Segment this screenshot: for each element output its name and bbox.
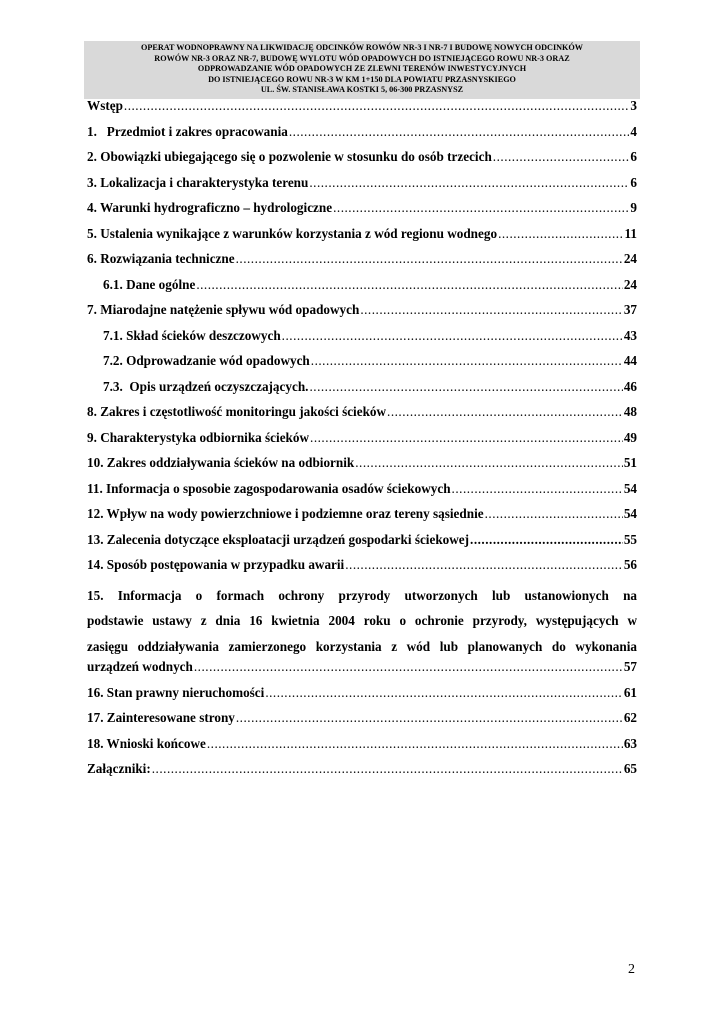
toc-entry-18[interactable]: 18. Wnioski końcowe ..... 63 [87,736,637,762]
toc-entry-1[interactable]: 1. Przedmiot i zakres opracowania ..... 4 [87,124,637,150]
toc-entry-14[interactable]: 14. Sposób postępowania w przypadku awarii ..... 56 [87,557,637,583]
toc-entry-7[interactable]: 7. Miarodajne natężenie spływu wód opadowych ..... 37 [87,302,637,328]
header-line: ROWÓW NR-3 ORAZ NR-7, BUDOWĘ WYLOTU WÓD OPADOWYCH DO ISTNIEJĄCEGO ROWU NR-3 ORAZ [154,53,570,63]
toc-entry-9[interactable]: 9. Charakterystyka odbiornika ścieków ..... 49 [87,430,637,456]
toc-entry-wstep[interactable]: Wstęp ..... 3 [87,98,637,124]
header-line: OPERAT WODNOPRAWNY NA LIKWIDACJĘ ODCINKÓW ROWÓW NR-3 I NR-7 I BUDOWĘ NOWYCH ODCINKÓW [140,43,583,52]
toc-entry-15-line: 15. Informacja o formach ochrony przyrody utworzonych lub ustanowionych na [87,587,637,603]
toc-entry-7-3[interactable]: 7.3. Opis urządzeń oczyszczających. ..... 46 [87,379,637,405]
header-line: DO ISTNIEJĄCEGO ROWU NR-3 W KM 1+150 DLA POWIATU PRZASNYSKIEGO [208,74,516,84]
toc-entry-7-1[interactable]: 7.1. Skład ścieków deszczowych ..... 43 [87,328,637,354]
toc-entry-16[interactable]: 16. Stan prawny nieruchomości ..... 61 [87,685,637,711]
toc-entry-4[interactable]: 4. Warunki hydrograficzno – hydrologiczne ..... 9 [87,200,637,226]
toc-entry-15-line: podstawie ustawy z dnia 16 kwietnia 2004 roku o ochronie przyrody, występujących w [87,613,637,628]
toc-entry-8[interactable]: 8. Zakres i częstotliwość monitoringu jakości ścieków ..... 48 [87,404,637,430]
toc-entry-13[interactable]: 13. Zalecenia dotyczące eksploatacji urządzeń gospodarki ściekowej ..... 55 [87,532,637,558]
toc-entry-2[interactable]: 2. Obowiązki ubiegającego się o pozwolenie w stosunku do osób trzecich ..... 6 [87,149,637,175]
toc-entry-12[interactable]: 12. Wpływ na wody powierzchniowe i podziemne oraz tereny sąsiednie ..... 54 [87,506,637,532]
toc-entry-6[interactable]: 6. Rozwiązania techniczne ..... 24 [87,251,637,277]
document-header [84,41,640,99]
header-line: ODPROWADZANIE WÓD OPADOWYCH ZE ZLEWNI TERENÓW INWESTYCYJNYCH [197,64,527,73]
toc-entry-15-line: zasięgu oddziaływania zamierzonego korzystania z wód lub planowanych do wykonania [87,638,637,654]
toc-entry-15[interactable] [87,583,637,660]
header-line: UL. ŚW. STANISŁAWA KOSTKI 5, 06-300 PRZASNYSZ [260,85,464,94]
toc-entry-10[interactable]: 10. Zakres oddziaływania ścieków na odbiornik ..... 51 [87,455,637,481]
toc-entry-11[interactable]: 11. Informacja o sposobie zagospodarowania osadów ściekowych ..... 54 [87,481,637,507]
toc-entry-7-2[interactable]: 7.2. Odprowadzanie wód opadowych ..... 44 [87,353,637,379]
toc-entry-3[interactable]: 3. Lokalizacja i charakterystyka terenu ..... 6 [87,175,637,201]
page-number: 2 [628,962,635,977]
toc-entry-17[interactable]: 17. Zainteresowane strony ..... 62 [87,710,637,736]
toc-entry-15-last-line[interactable]: urządzeń wodnych ..... 57 [87,659,637,685]
toc-entry-zalaczniki[interactable]: Załączniki: ..... 65 [87,761,637,787]
table-of-contents [87,98,637,787]
toc-entry-5[interactable]: 5. Ustalenia wynikające z warunków korzystania z wód regionu wodnego ..... 11 [87,226,637,252]
toc-entry-6-1[interactable]: 6.1. Dane ogólne ..... 24 [87,277,637,303]
